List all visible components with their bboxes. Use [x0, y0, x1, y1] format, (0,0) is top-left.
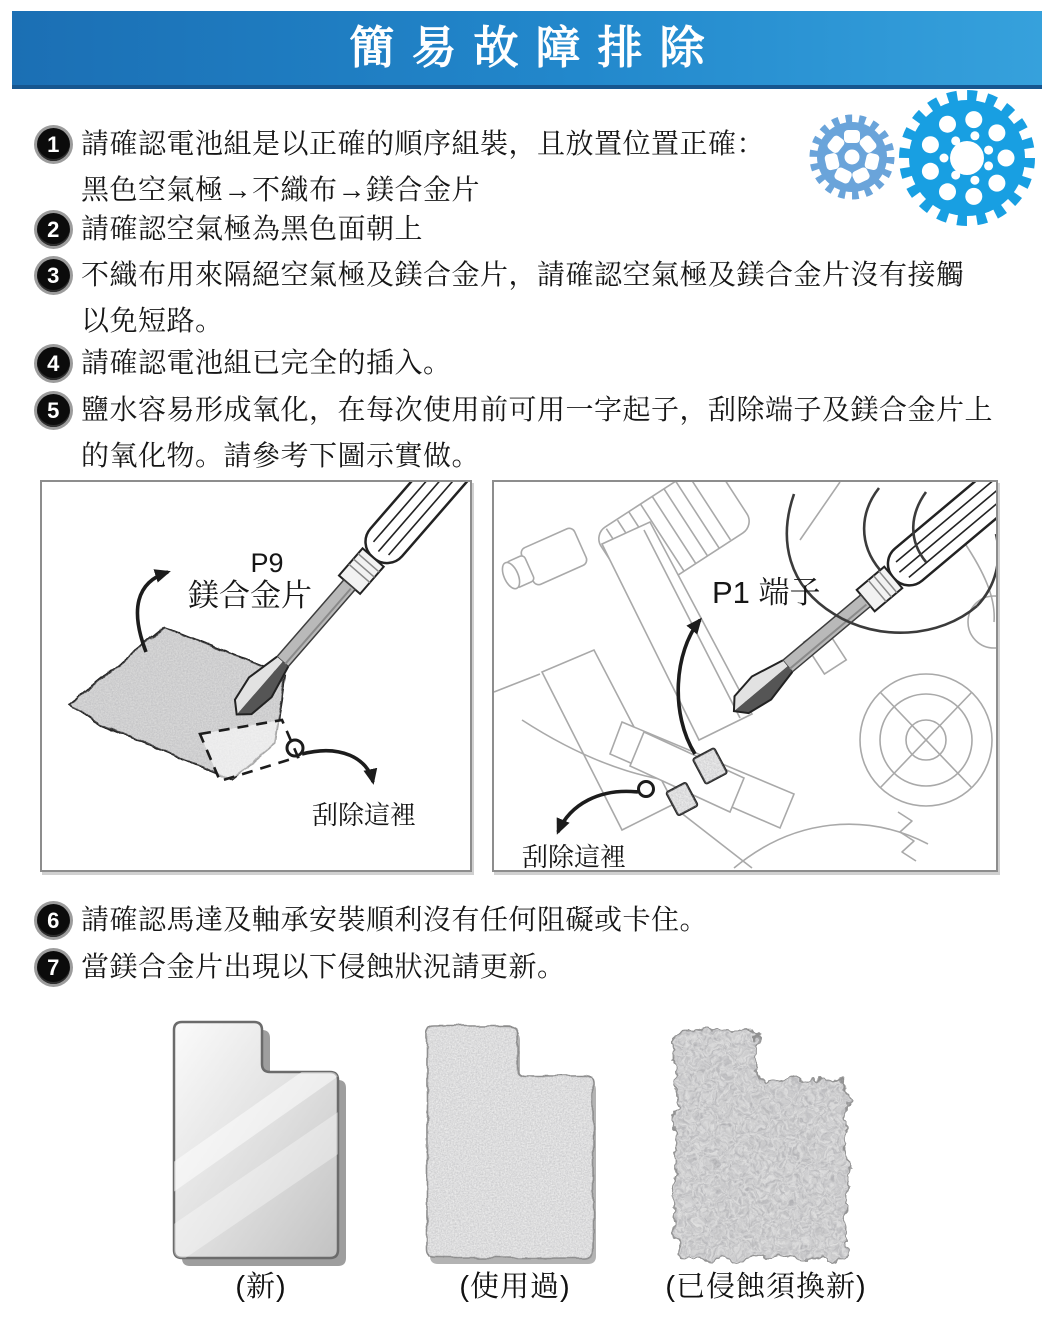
step-text-line: 請確認馬達及軸承安裝順利沒有任何阻礙或卡住。 — [81, 904, 709, 935]
step-text-line: 鹽水容易形成氧化，在每次使用前可用一字起子，刮除端子及鎂合金片上 — [81, 394, 994, 425]
step-text-line: 黑色空氣極→不織布→鎂合金片 — [81, 174, 481, 205]
step-text-line: 當鎂合金片出現以下侵蝕狀況請更新。 — [81, 951, 566, 982]
step-text-line: 不織布用來隔絕空氣極及鎂合金片，請確認空氣極及鎂合金片沒有接觸 — [81, 259, 965, 290]
step-number-badge: 4 — [37, 347, 70, 380]
terminal-label: P1 端子 — [712, 575, 821, 610]
plate-corroded-illustration — [671, 1024, 861, 1272]
step-number-badge: 2 — [37, 213, 70, 246]
step-text-line: 以免短路。 — [81, 305, 224, 336]
part-name-label: 鎂合金片 — [188, 578, 312, 613]
scrape-here-label: 刮除這裡 — [522, 842, 627, 870]
page-title: 簡易故障排除 — [349, 22, 722, 73]
step-text-line: 請確認空氣極為黑色面朝上 — [81, 213, 424, 244]
step-number-badge: 6 — [37, 904, 70, 937]
step-text-line: 的氧化物。請參考下圖示實做。 — [81, 440, 481, 471]
plate-used-illustration — [425, 1022, 605, 1270]
step-item-5 — [37, 387, 1037, 479]
step-text-line: 請確認電池組是以正確的順序組裝，且放置位置正確： — [81, 128, 766, 159]
plate-new-illustration — [172, 1020, 350, 1268]
step-text-line: 請確認電池組已完全的插入。 — [81, 347, 452, 378]
step-number-badge: 5 — [37, 394, 70, 427]
plate-caption-new: (新) — [235, 1271, 287, 1303]
step-number-badge: 1 — [37, 128, 70, 161]
step-item-2 — [37, 206, 1037, 252]
callout-arrow — [302, 751, 373, 782]
plate-caption-used: (使用過) — [459, 1271, 571, 1303]
title-banner — [12, 11, 1042, 89]
part-code-label: P9 — [250, 548, 284, 578]
step-number-badge: 3 — [37, 259, 70, 292]
plate-caption-corroded: (已侵蝕須換新) — [665, 1271, 867, 1303]
step-number-badge: 7 — [37, 951, 70, 984]
step-item-1 — [37, 121, 1037, 213]
step-item-6 — [37, 897, 1037, 943]
scrape-here-label: 刮除這裡 — [311, 800, 417, 830]
figure-magnesium-plate — [40, 480, 472, 872]
step-item-3 — [37, 252, 1037, 344]
step-item-7 — [37, 944, 1037, 990]
step-item-4 — [37, 340, 1037, 386]
figure-terminal — [492, 480, 998, 872]
